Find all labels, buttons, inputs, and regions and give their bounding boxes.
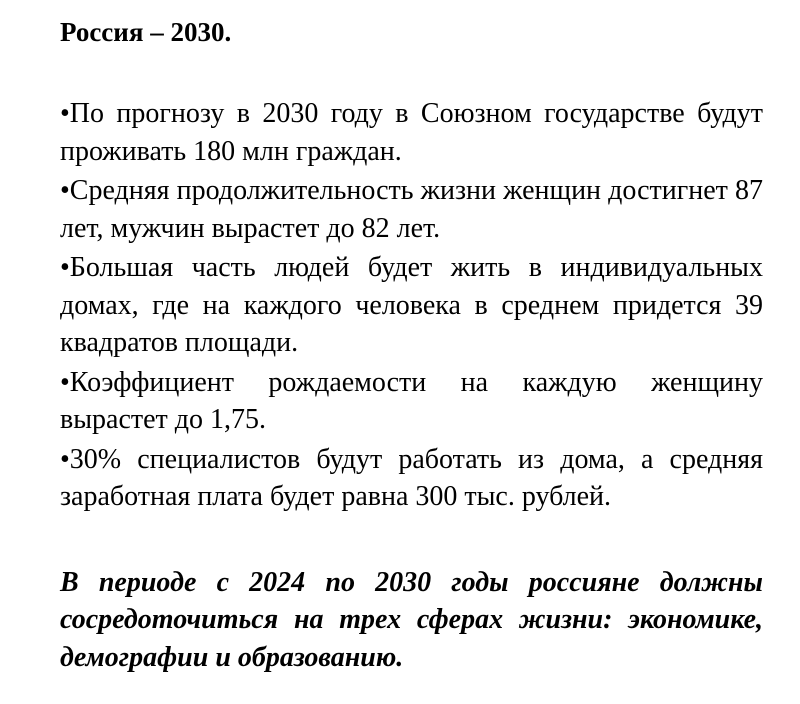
bullet-item-birth-rate: •Коэффициент рождаемости на каждую женщину вырастет до 1,75. (60, 366, 763, 435)
bullet-item-population: •По прогнозу в 2030 году в Союзном государстве будут проживать 180 млн граждан. (60, 98, 763, 167)
bullet-list (60, 95, 763, 516)
bullet-item-housing: •Большая часть людей будет жить в индивидуальных домах, где на каждого человека в среднем придется 39 квадратов площади. (60, 252, 763, 358)
document-page (60, 12, 763, 704)
bullet-item-life-expectancy: •Средняя продолжительность жизни женщин достигнет 87 лет, мужчин вырастет до 82 лет. (60, 175, 763, 244)
bullet-item-remote-work: •30% специалистов будут работать из дома, а средняя заработная плата будет равна 300 тыс. рублей. (60, 443, 763, 512)
conclusion-paragraph: В периоде с 2024 по 2030 годы россияне должны сосредоточиться на трех сферах жизни: экономике, демографии и образованию. (60, 566, 763, 673)
document-title: Россия – 2030. (60, 17, 232, 47)
